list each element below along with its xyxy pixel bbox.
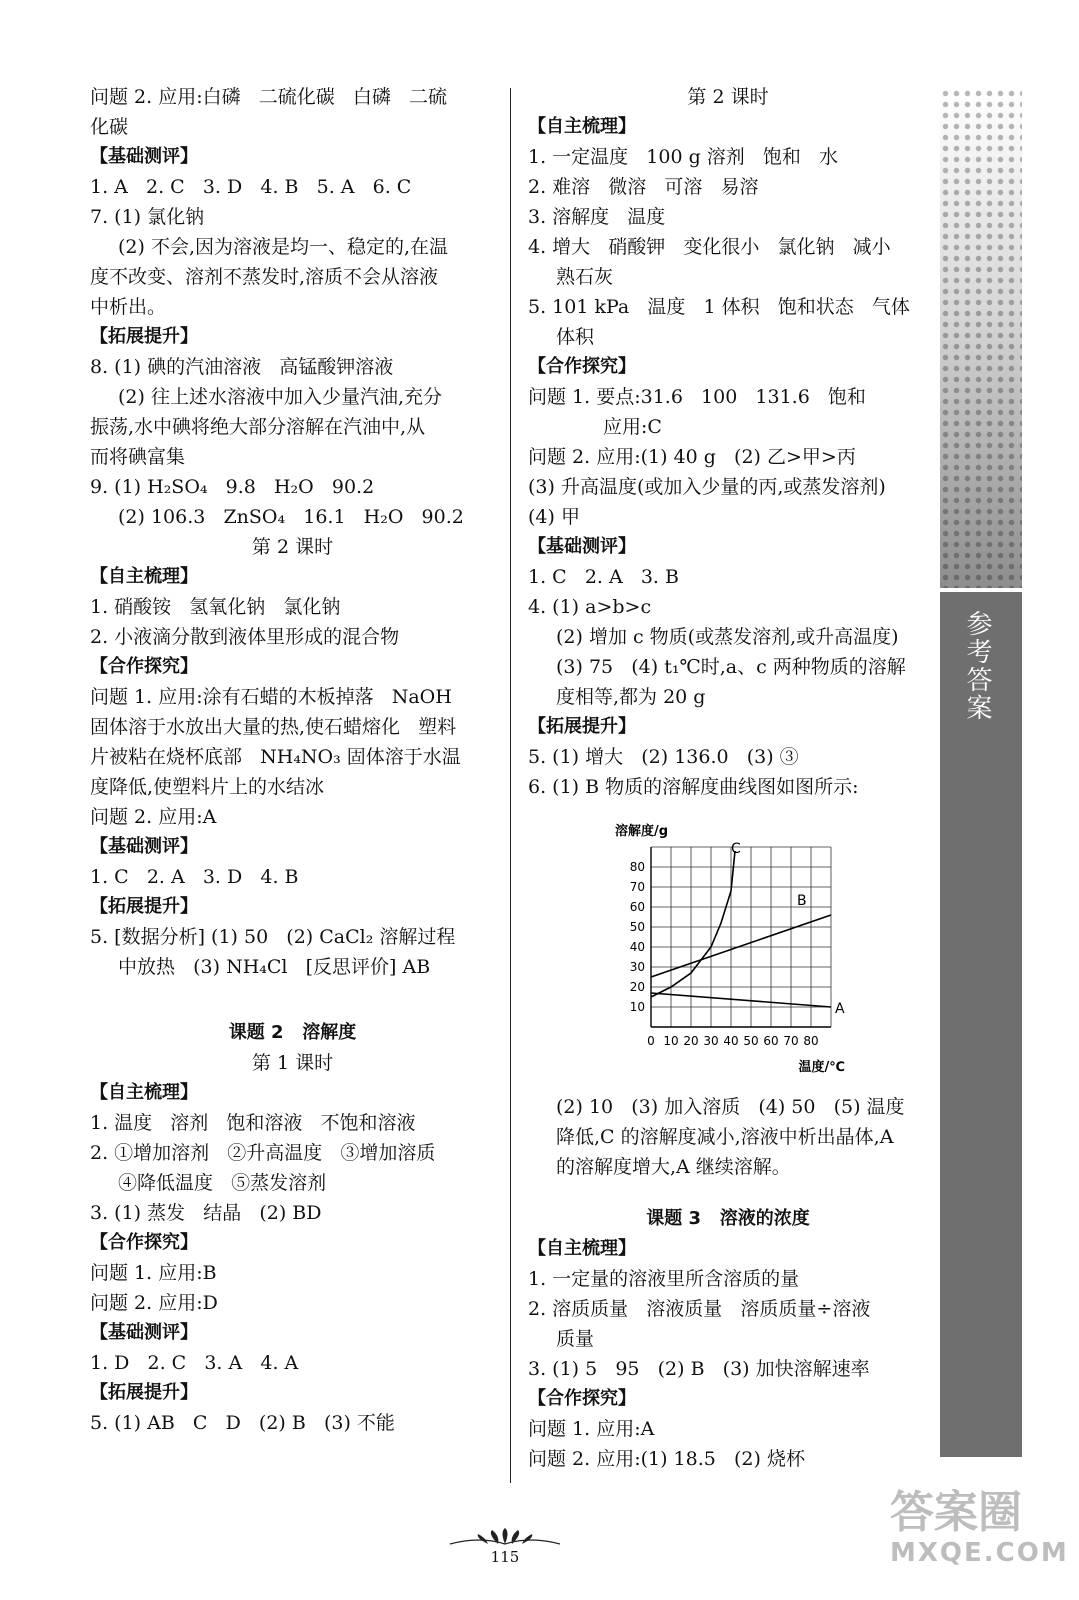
text-line: 1. C 2. A 3. D 4. B [90,866,299,888]
text-line: 的溶解度增大,A 继续溶解。 [556,1156,791,1178]
x-tick-label: 0 [647,1034,655,1048]
text-line: 体积 [556,326,595,348]
text-line: 4. (1) a>b>c [528,596,652,618]
y-tick-label: 10 [629,1000,645,1014]
topic-title: 课题 3 溶液的浓度 [646,1208,810,1229]
text-line: 问题 1. 应用:A [528,1418,655,1440]
text-line: 应用:C [603,416,662,438]
text-line: 9. (1) H₂SO₄ 9.8 H₂O 90.2 [90,476,375,498]
y-tick-label: 20 [629,980,645,994]
section-heading: 【拓展提升】 [90,1382,198,1403]
side-tab-label: 参考答案 [962,610,992,722]
side-tab [940,592,1022,1457]
section-heading: 【合作探究】 [90,656,198,677]
text-line: 固体溶于水放出大量的热,使石蜡熔化 塑料 [90,716,457,738]
text-line: 5. (1) 增大 (2) 136.0 (3) ③ [528,746,799,768]
left-column [90,82,495,1438]
text-line: 2. 溶质质量 溶液质量 溶质质量÷溶液 [528,1298,871,1320]
text-line: ④降低温度 ⑤蒸发溶剂 [118,1172,327,1194]
lesson-title: 第 2 课时 [251,536,334,558]
lesson-title: 第 2 课时 [687,86,769,108]
series-label-c: C [731,841,741,857]
column-divider [510,88,511,1483]
text-line: 5. (1) AB C D (2) B (3) 不能 [90,1412,395,1434]
watermark [890,1488,1070,1588]
text-line: 1. 一定温度 100 g 溶剂 饱和 水 [528,146,839,168]
section-heading: 【合作探究】 [528,356,636,377]
text-line: 熟石灰 [556,266,614,288]
x-tick-label: 80 [803,1034,819,1048]
text-line: 4. 增大 硝酸钾 变化很小 氯化钠 减小 [528,236,891,258]
text-line: 6. (1) B 物质的溶解度曲线图如图所示: [528,776,859,798]
text-line: 1. 一定量的溶液里所含溶质的量 [528,1268,800,1290]
solubility-chart [528,802,928,1092]
x-tick-label: 60 [763,1034,779,1048]
text-line: 而将碘富集 [90,446,186,468]
text-line: 5. [数据分析] (1) 50 (2) CaCl₂ 溶解过程 [90,926,456,948]
text-line: 振荡,水中碘将绝大部分溶解在汽油中,从 [90,416,426,438]
section-heading: 【拓展提升】 [528,716,636,737]
section-heading: 【基础测评】 [90,1322,198,1343]
y-axis-label: 溶解度/g [615,824,669,839]
y-tick-label: 40 [629,940,645,954]
text-line: 3. (1) 蒸发 结晶 (2) BD [90,1202,322,1224]
text-line: 7. (1) 氯化钠 [90,206,205,228]
series-label-a: A [835,1001,845,1017]
text-line: 2. ①增加溶剂 ②升高温度 ③增加溶质 [90,1142,436,1164]
series-line-c [651,851,735,997]
text-line: 问题 2. 应用:(1) 40 g (2) 乙>甲>丙 [528,446,856,468]
y-tick-label: 70 [629,880,645,894]
section-heading: 【自主梳理】 [528,116,636,137]
text-line: (2) 增加 c 物质(或蒸发溶剂,或升高温度) [556,626,899,648]
text-line: 8. (1) 碘的汽油溶液 高锰酸钾溶液 [90,356,394,378]
text-line: 问题 2. 应用:(1) 18.5 (2) 烧杯 [528,1448,805,1470]
text-line: 2. 难溶 微溶 可溶 易溶 [528,176,759,198]
chart-svg [528,802,928,1092]
text-line: 3. (1) 5 95 (2) B (3) 加快溶解速率 [528,1358,870,1380]
text-line: 片被粘在烧杯底部 NH₄NO₃ 固体溶于水温 [90,746,461,768]
text-line: 中放热 (3) NH₄Cl [反思评价] AB [118,956,431,978]
series-label-b: B [797,893,807,909]
text-line: 度不改变、溶剂不蒸发时,溶质不会从溶液 [90,266,439,288]
text-line: (4) 甲 [528,506,580,528]
text-line: 降低,C 的溶解度减小,溶液中析出晶体,A [556,1126,894,1148]
topic-title: 课题 2 溶解度 [228,1022,357,1043]
text-line: (3) 75 (4) t₁℃时,a、c 两种物质的溶解 [556,656,906,678]
side-pattern [940,88,1022,588]
section-heading: 【合作探究】 [528,1388,636,1409]
x-tick-label: 70 [783,1034,799,1048]
text-line: 质量 [556,1328,595,1350]
series-line-b [651,915,831,977]
text-line: 问题 1. 应用:B [90,1262,217,1284]
right-column [528,82,928,1474]
y-tick-label: 30 [629,960,645,974]
section-heading: 【拓展提升】 [90,896,198,917]
watermark-logo: 答案圈 [890,1487,1022,1538]
section-heading: 【基础测评】 [90,146,198,167]
text-line: 2. 小液滴分散到液体里形成的混合物 [90,626,400,648]
x-tick-label: 10 [663,1034,679,1048]
text-line: 3. 溶解度 温度 [528,206,666,228]
x-tick-label: 50 [743,1034,759,1048]
x-tick-label: 30 [703,1034,719,1048]
lesson-title: 第 1 课时 [251,1052,334,1074]
watermark-url: MXQE.COM [890,1538,1069,1568]
text-line: 度相等,都为 20 g [556,686,706,708]
section-heading: 【基础测评】 [528,536,636,557]
text-line: 问题 1. 应用:涂有石蜡的木板掉落 NaOH [90,686,452,708]
text-line: 1. D 2. C 3. A 4. A [90,1352,299,1374]
page-footer [440,1526,570,1572]
text-line: 1. 硝酸铵 氢氧化钠 氯化钠 [90,596,341,618]
text-line: 问题 2. 应用:A [90,806,217,828]
x-axis-label: 温度/℃ [798,1060,845,1075]
text-line: 1. 温度 溶剂 饱和溶液 不饱和溶液 [90,1112,416,1134]
text-line: (3) 升高温度(或加入少量的丙,或蒸发溶剂) [528,476,886,498]
text-line: 问题 1. 要点:31.6 100 131.6 饱和 [528,386,866,408]
text-line: 5. 101 kPa 温度 1 体积 饱和状态 气体 [528,296,910,318]
text-line: 度降低,使塑料片上的水结冰 [90,776,325,798]
x-tick-label: 40 [723,1034,739,1048]
text-line: 问题 2. 应用:白磷 二硫化碳 白磷 二硫 [90,86,447,108]
section-heading: 【自主梳理】 [528,1238,636,1259]
text-line: 1. A 2. C 3. D 4. B 5. A 6. C [90,176,412,198]
x-tick-label: 20 [683,1034,699,1048]
y-tick-label: 50 [629,920,645,934]
text-line: 问题 2. 应用:D [90,1292,218,1314]
text-line: (2) 106.3 ZnSO₄ 16.1 H₂O 90.2 [118,506,464,528]
text-line: 中析出。 [90,296,167,318]
y-tick-label: 80 [629,860,645,874]
text-line: (2) 不会,因为溶液是均一、稳定的,在温 [118,236,449,258]
text-line: 1. C 2. A 3. B [528,566,679,588]
text-line: 化碳 [90,116,129,138]
page-number: 115 [490,1548,520,1566]
text-line: (2) 往上述水溶液中加入少量汽油,充分 [118,386,442,408]
series-line-a [651,993,831,1007]
y-tick-label: 60 [629,900,645,914]
text-line: (2) 10 (3) 加入溶质 (4) 50 (5) 温度 [556,1096,905,1118]
section-heading: 【基础测评】 [90,836,198,857]
section-heading: 【拓展提升】 [90,326,198,347]
section-heading: 【合作探究】 [90,1232,198,1253]
ornament-icon [440,1526,570,1550]
section-heading: 【自主梳理】 [90,566,198,587]
section-heading: 【自主梳理】 [90,1082,198,1103]
